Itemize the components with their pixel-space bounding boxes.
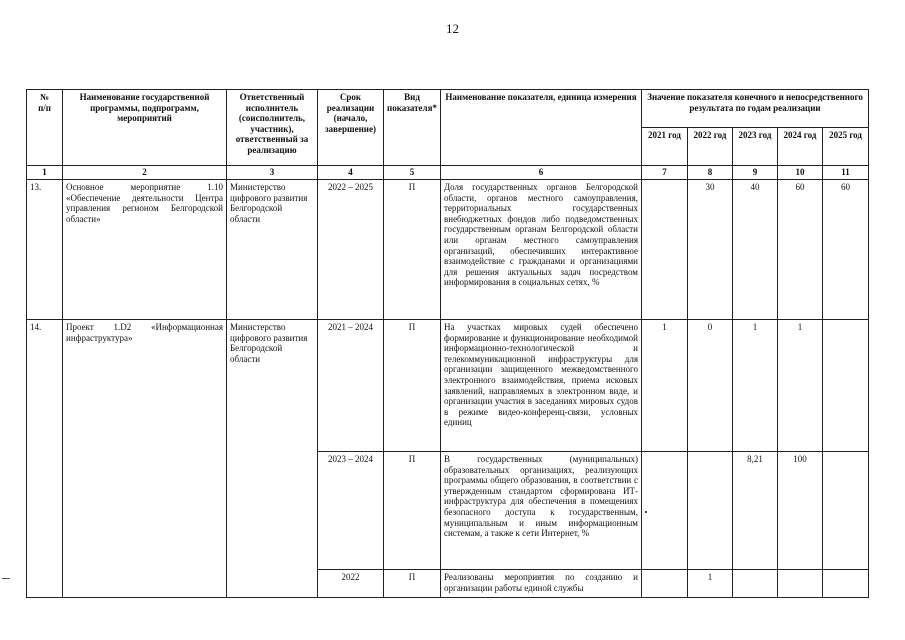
column-number: 9 (733, 166, 778, 180)
page-number: 12 (446, 21, 459, 36)
header-year: 2024 год (778, 128, 823, 166)
header-year: 2025 год (823, 128, 869, 166)
row-kind: П (384, 180, 441, 320)
column-number: 10 (778, 166, 823, 180)
column-number: 2 (63, 166, 227, 180)
header-year: 2021 год (642, 128, 688, 166)
row-value (823, 570, 869, 598)
column-number: 6 (441, 166, 642, 180)
row-kind: П (384, 452, 441, 570)
row-name: Основное мероприятие 1.10 «Обеспечение деятельности Центра управления регионом Белгородской области» (63, 180, 227, 320)
row-value: 40 (733, 180, 778, 320)
header-name: Наименование государственной программы, подпрограмм, мероприятий (63, 90, 227, 166)
row-indicator: Реализованы мероприятия по созданию и организации работы единой службы (441, 570, 642, 598)
row-name: Проект 1.D2 «Информационная инфраструктура» (63, 320, 227, 598)
header-num: № п/п (27, 90, 63, 166)
column-number: 7 (642, 166, 688, 180)
scan-edge-mark (2, 578, 10, 579)
row-value: 1 (733, 320, 778, 452)
row-kind: П (384, 570, 441, 598)
row-executor: Министерство цифрового развития Белгородской области (227, 320, 318, 598)
column-number: 5 (384, 166, 441, 180)
header-term: Срок реализации (начало, завершение) (318, 90, 384, 166)
row-indicator: Доля государственных органов Белгородской области, органов местного самоуправления, территориальных государственных внебюджетных фондов либо подведомственных государственным органам Белгородской области или органам местного самоуправления организаций, обеспечивших интерактивное взаимодействие с гражданами и организациями для решения актуальных задач посредством информирования в социальных сетях, % (441, 180, 642, 320)
indicators-table (26, 89, 869, 598)
row-value: 100 (778, 452, 823, 570)
row-value: 8,21 (733, 452, 778, 570)
header-row (27, 90, 869, 128)
row-value: 1 (642, 320, 688, 452)
column-number: 3 (227, 166, 318, 180)
row-value (642, 570, 688, 598)
row-value: 60 (823, 180, 869, 320)
row-term: 2021 – 2024 (318, 320, 384, 452)
row-executor: Министерство цифрового развития Белгородской области (227, 180, 318, 320)
column-numbers-row (27, 166, 869, 180)
row-value (642, 452, 688, 570)
column-number: 11 (823, 166, 869, 180)
header-kind: Вид показателя* (384, 90, 441, 166)
row-kind: П (384, 320, 441, 452)
header-values: Значение показателя конечного и непосредственного результата по годам реализации (642, 90, 869, 128)
row-value (823, 320, 869, 452)
column-number: 4 (318, 166, 384, 180)
header-executor: Ответственный исполнитель (соисполнитель, участник), ответственный за реализацию (227, 90, 318, 166)
row-value (823, 452, 869, 570)
row-term: 2023 – 2024 (318, 452, 384, 570)
header-year: 2022 год (688, 128, 733, 166)
scan-dot (645, 511, 647, 513)
row-term: 2022 (318, 570, 384, 598)
row-value: 30 (688, 180, 733, 320)
header-indicator: Наименование показателя, единица измерения (441, 90, 642, 166)
row-number: 13. (27, 180, 63, 320)
header-year: 2023 год (733, 128, 778, 166)
column-number: 1 (27, 166, 63, 180)
row-indicator: На участках мировых судей обеспечено формирование и функционирование необходимой информационно-технологической и телекоммуникационной инфраструктуры для организации защищенного межведомственного электронного взаимодействия, приема исковых заявлений, направляемых в электронном виде, и организации участия в заседаниях мировых судов в режиме видео-конференц-связи, условных единиц (441, 320, 642, 452)
table-row (27, 180, 869, 320)
row-indicator: В государственных (муниципальных) образовательных организациях, реализующих программы общего образования, в соответствии с утвержденным стандартом сформирована ИТ-инфраструктура для обеспечения в помещениях безопасного доступа к государственным, муниципальным и иным информационным системам, а также к сети Интернет, % (441, 452, 642, 570)
row-value (778, 570, 823, 598)
row-number: 14. (27, 320, 63, 598)
row-value (688, 452, 733, 570)
row-value: 60 (778, 180, 823, 320)
row-value: 1 (688, 570, 733, 598)
row-value: 1 (778, 320, 823, 452)
column-number: 8 (688, 166, 733, 180)
table-row (27, 320, 869, 452)
row-term: 2022 – 2025 (318, 180, 384, 320)
row-value (733, 570, 778, 598)
row-value (642, 180, 688, 320)
row-value: 0 (688, 320, 733, 452)
